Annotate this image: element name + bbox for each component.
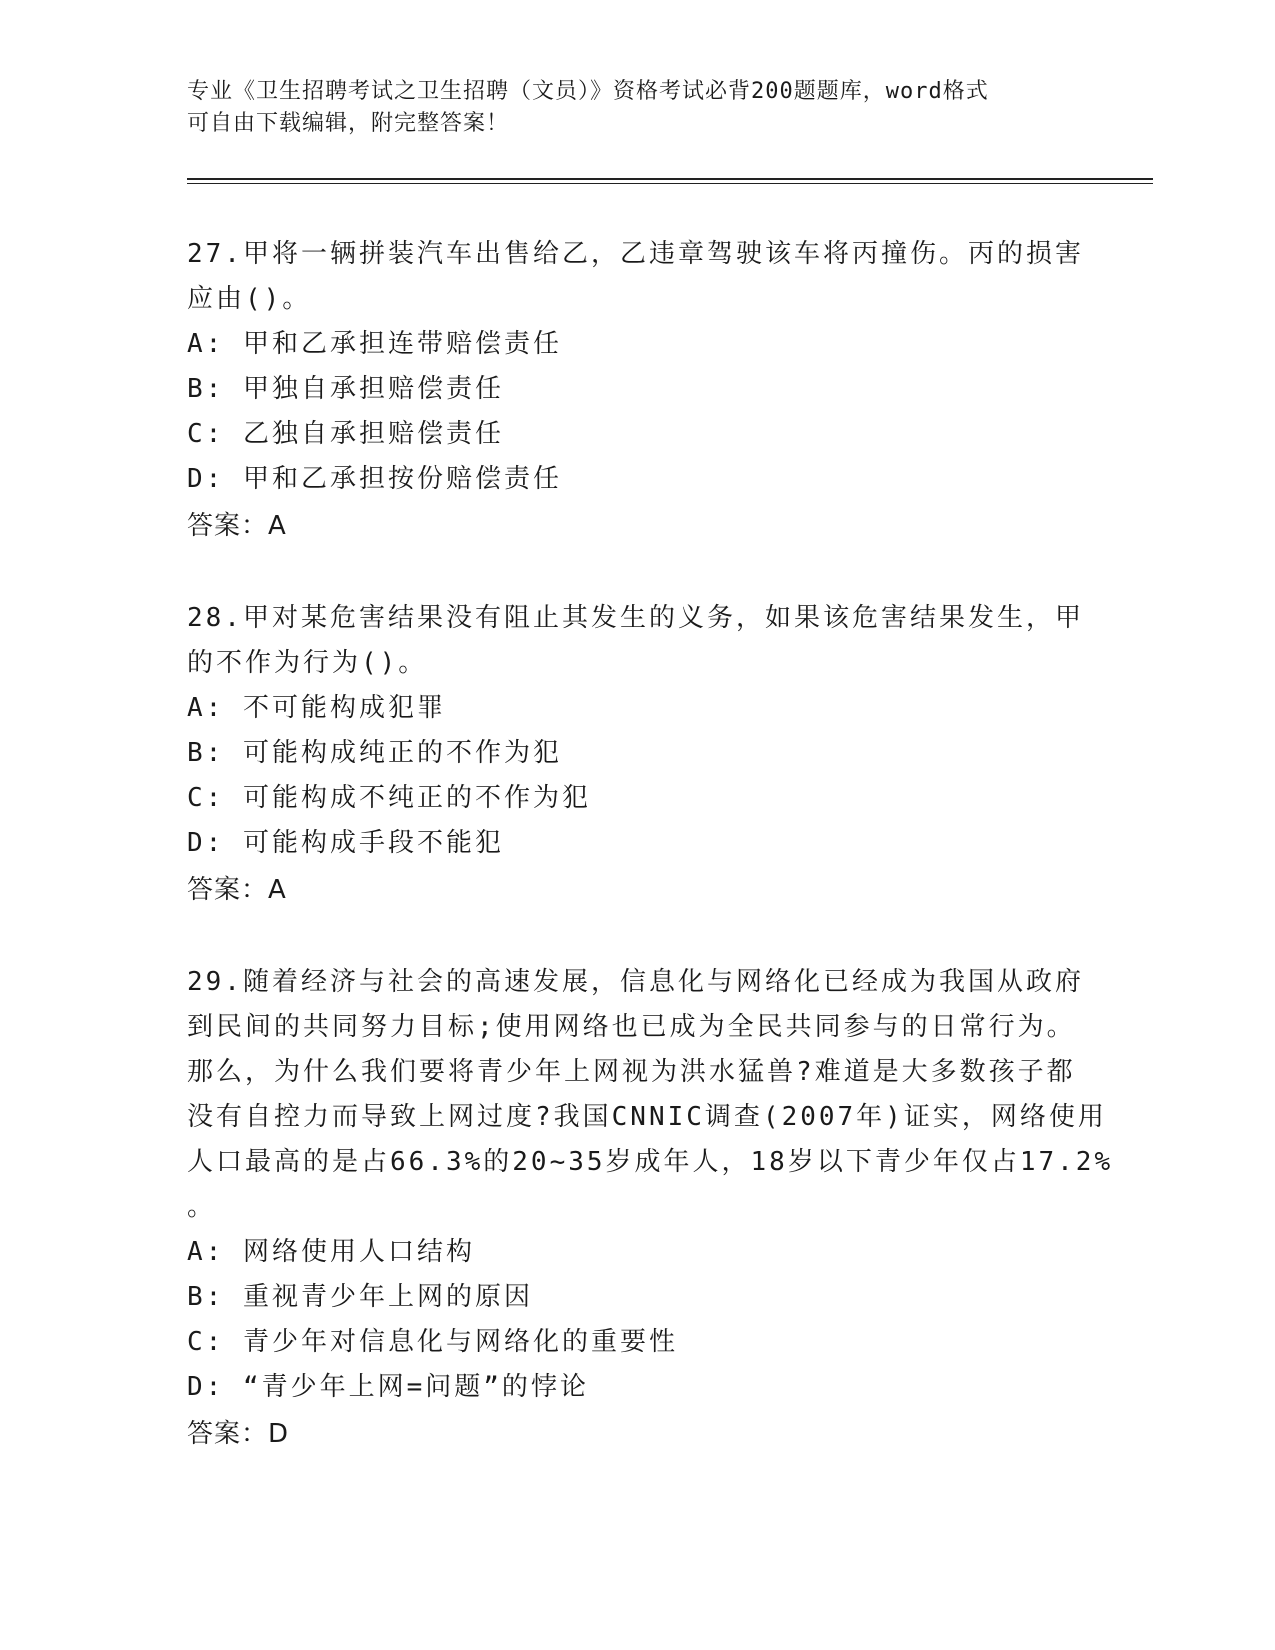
- answer-line: 答案：A: [187, 511, 287, 541]
- stem-line: 28.甲对某危害结果没有阻止其发生的义务，如果该危害结果发生，甲: [187, 603, 1084, 633]
- question-28: [187, 596, 1087, 914]
- option-d: D: “青少年上网=问题”的悖论: [187, 1372, 589, 1402]
- document-header: [187, 76, 1087, 140]
- option-c: C: 乙独自承担赔偿责任: [187, 419, 504, 449]
- option-b: B: 甲独自承担赔偿责任: [187, 374, 504, 404]
- header-divider: [187, 178, 1153, 184]
- question-stem: [187, 232, 1087, 322]
- stem-line: 。: [187, 1192, 217, 1222]
- answer-line: 答案：D: [187, 1419, 290, 1449]
- stem-line: 人口最高的是占66.3%的20~35岁成年人，18岁以下青少年仅占17.2%: [187, 1147, 1114, 1177]
- question-29: [187, 960, 1114, 1458]
- question-27: [187, 232, 1087, 550]
- option-c: C: 青少年对信息化与网络化的重要性: [187, 1327, 678, 1357]
- option-d: D: 甲和乙承担按份赔偿责任: [187, 464, 562, 494]
- stem-line: 的不作为行为()。: [187, 648, 428, 678]
- answer-line: 答案：A: [187, 875, 287, 905]
- stem-line: 到民间的共同努力目标;使用网络也已成为全民共同参与的日常行为。: [187, 1012, 1076, 1042]
- header-line-2: 可自由下载编辑，附完整答案！: [187, 111, 510, 136]
- stem-line: 应由()。: [187, 284, 312, 314]
- stem-line: 29.随着经济与社会的高速发展，信息化与网络化已经成为我国从政府: [187, 967, 1084, 997]
- question-stem: [187, 960, 1114, 1230]
- stem-line: 27.甲将一辆拼装汽车出售给乙，乙违章驾驶该车将丙撞伤。丙的损害: [187, 239, 1084, 269]
- question-stem: [187, 596, 1087, 686]
- option-c: C: 可能构成不纯正的不作为犯: [187, 783, 591, 813]
- option-a: A: 网络使用人口结构: [187, 1237, 475, 1267]
- option-d: D: 可能构成手段不能犯: [187, 828, 504, 858]
- option-b: B: 重视青少年上网的原因: [187, 1282, 533, 1312]
- header-line-1: 专业《卫生招聘考试之卫生招聘（文员）》资格考试必背200题题库，word格式: [187, 79, 989, 104]
- option-a: A: 不可能构成犯罪: [187, 693, 446, 723]
- stem-line: 那么，为什么我们要将青少年上网视为洪水猛兽?难道是大多数孩子都: [187, 1057, 1076, 1087]
- option-a: A: 甲和乙承担连带赔偿责任: [187, 329, 562, 359]
- option-b: B: 可能构成纯正的不作为犯: [187, 738, 562, 768]
- stem-line: 没有自控力而导致上网过度?我国CNNIC调查(2007年)证实，网络使用: [187, 1102, 1107, 1132]
